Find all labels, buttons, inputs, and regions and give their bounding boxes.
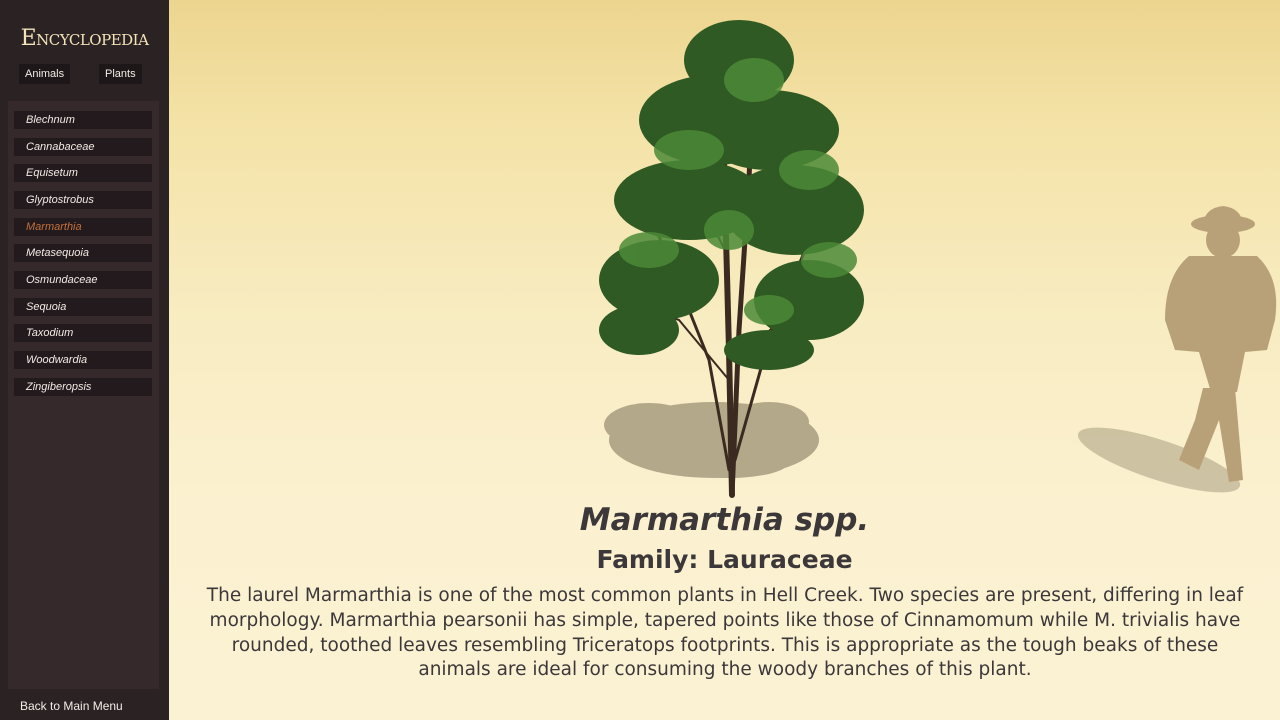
list-item-cannabaceae[interactable]: Cannabaceae (14, 138, 152, 156)
list-item-metasequoia[interactable]: Metasequoia (14, 244, 152, 262)
list-item-marmarthia[interactable]: Marmarthia (14, 218, 152, 236)
human-shadow (1072, 415, 1246, 500)
species-list (8, 101, 159, 689)
list-item-zingiberopsis[interactable]: Zingiberopsis (14, 378, 152, 396)
encyclopedia-title: Encyclopedia (20, 26, 149, 51)
tree-shadow (604, 402, 819, 478)
list-item-osmundaceae[interactable]: Osmundaceae (14, 271, 152, 289)
family-name: Family: Lauraceae (596, 545, 853, 574)
back-to-main-menu-button[interactable]: Back to Main Menu (20, 699, 123, 713)
category-tabs (14, 64, 156, 84)
list-item-blechnum[interactable]: Blechnum (14, 111, 152, 129)
human-scale-silhouette (1165, 206, 1276, 482)
species-name: Marmarthia spp. (579, 502, 870, 538)
species-description: The laurel Marmarthia is one of the most common plants in Hell Creek. Two species are present, differing in leaf morphology. Marmarthia pearsonii has simple, tapered points like those of Cinnamomum while M. trivialis have rounded, toothed leaves resembling Triceratops footprints. This is appropriate as the tough beaks of these animals are ideal for consuming the woody branches of this plant. (206, 585, 1244, 681)
model-viewer[interactable] (169, 0, 1280, 500)
tab-animals[interactable]: Animals (19, 64, 70, 84)
list-item-sequoia[interactable]: Sequoia (14, 298, 152, 316)
sidebar (0, 0, 169, 720)
tab-plants[interactable]: Plants (99, 64, 142, 84)
list-item-woodwardia[interactable]: Woodwardia (14, 351, 152, 369)
list-item-taxodium[interactable]: Taxodium (14, 324, 152, 342)
list-item-glyptostrobus[interactable]: Glyptostrobus (14, 191, 152, 209)
list-item-equisetum[interactable]: Equisetum (14, 164, 152, 182)
